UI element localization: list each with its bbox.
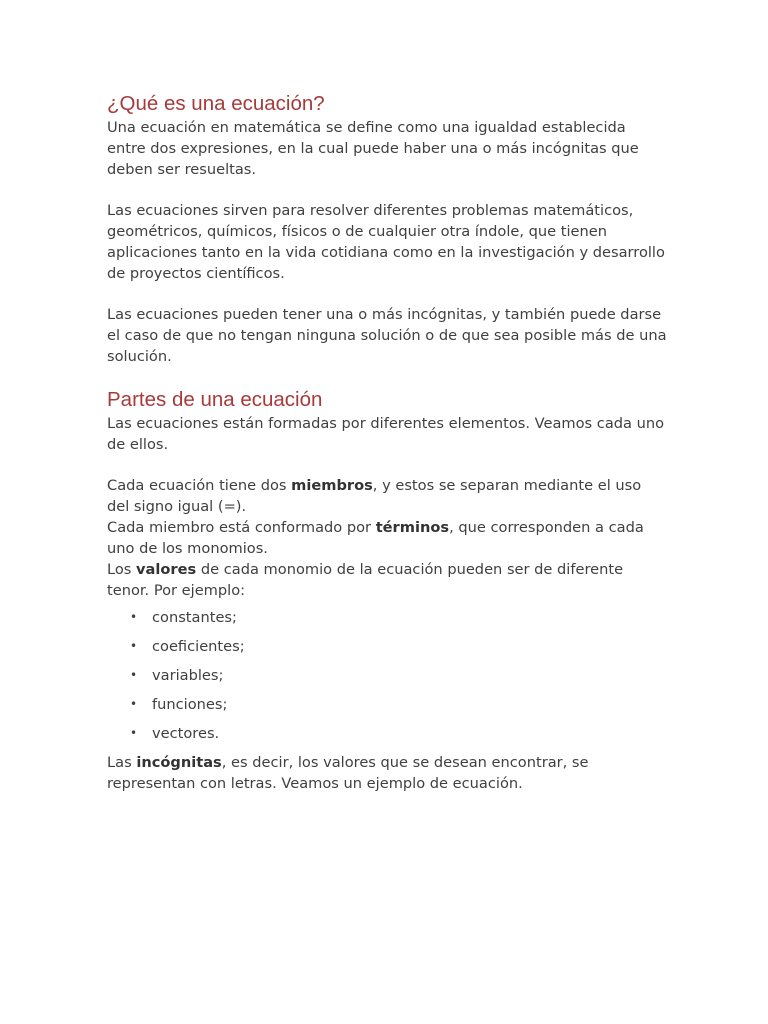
paragraph-unknowns-letters — [107, 752, 667, 794]
section-heading-parts: Partes de una ecuación — [107, 388, 323, 411]
bold-term-members: miembros — [291, 477, 373, 494]
document-page — [107, 91, 667, 794]
bullet-icon: • — [130, 610, 138, 624]
bold-term-unknowns: incógnitas — [136, 754, 222, 771]
paragraph-terms — [107, 517, 667, 559]
paragraph-uses: Las ecuaciones sirven para resolver diferentes problemas matemáticos, geométricos, químicos, físicos o de cualquier otra índole, que tienen aplicaciones tanto en la vida cotidiana como en la investigación y desarrollo de proyectos científicos. — [107, 202, 665, 282]
list-item — [130, 723, 667, 744]
paragraph-members — [107, 475, 667, 517]
text-fragment: , es decir, los valores que se desean encontrar, se representan con letras. Veamos un ejemplo de ecuación. — [107, 754, 589, 792]
text-fragment: Los — [107, 561, 137, 578]
list-item-text: funciones; — [152, 696, 228, 713]
bold-term-terms: términos — [375, 519, 450, 536]
text-fragment: Cada miembro está conformado por — [107, 519, 376, 536]
list-item — [130, 607, 667, 628]
section-heading-what-is-equation: ¿Qué es una ecuación? — [107, 92, 325, 115]
paragraph-unknowns: Las ecuaciones pueden tener una o más incógnitas, y también puede darse el caso de que no tengan ninguna solución o de que sea posible más de una solución. — [107, 306, 667, 365]
text-fragment: de cada monomio de la ecuación pueden ser de diferente tenor. Por ejemplo: — [107, 561, 624, 599]
text-fragment: , que corresponden a cada uno de los monomios. — [107, 519, 644, 557]
list-item — [130, 694, 667, 715]
paragraph-values — [107, 559, 667, 601]
values-list — [107, 607, 667, 744]
list-item-text: variables; — [152, 667, 224, 684]
list-item — [130, 665, 667, 686]
paragraph-parts-intro: Las ecuaciones están formadas por diferentes elementos. Veamos cada uno de ellos. — [107, 415, 665, 453]
bullet-icon: • — [130, 697, 138, 711]
list-item-text: coeficientes; — [152, 638, 245, 655]
list-item-text: constantes; — [152, 609, 237, 626]
list-item-text: vectores. — [152, 725, 220, 742]
text-fragment: , y estos se separan mediante el uso del signo igual (=). — [107, 477, 642, 515]
list-item — [130, 636, 667, 657]
bold-term-values: valores — [136, 561, 197, 578]
text-fragment: Cada ecuación tiene dos — [107, 477, 292, 494]
bullet-icon: • — [130, 639, 138, 653]
paragraph-definition: Una ecuación en matemática se define como una igualdad establecida entre dos expresiones, en la cual puede haber una o más incógnitas que deben ser resueltas. — [107, 119, 639, 178]
text-fragment: Las — [107, 754, 137, 771]
bullet-icon: • — [130, 668, 138, 682]
bullet-icon: • — [130, 726, 138, 740]
